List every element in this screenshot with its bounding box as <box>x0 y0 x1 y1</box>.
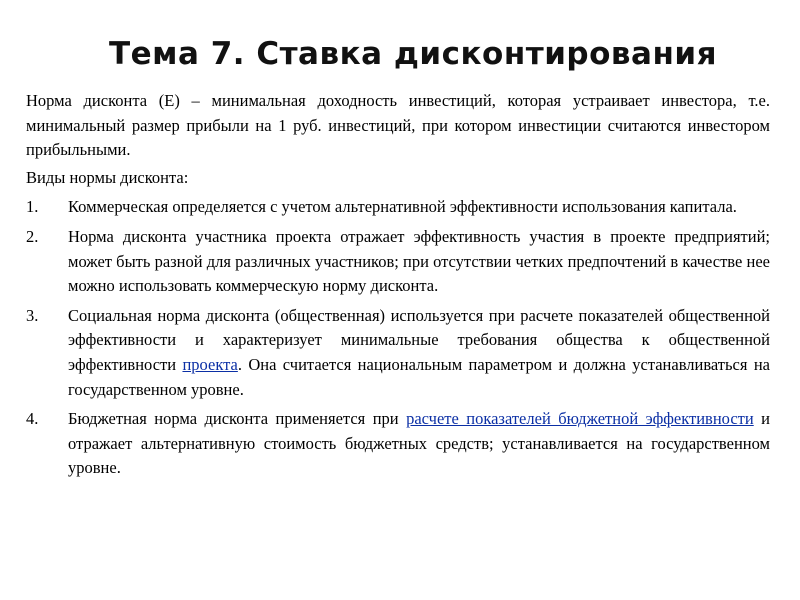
project-link[interactable]: проекта <box>182 354 238 374</box>
slide-body <box>26 89 770 486</box>
list-item-text-before-link: Бюджетная норма дисконта применяется при <box>68 409 407 429</box>
list-item-3 <box>26 304 770 402</box>
list-number: 2. <box>26 226 39 246</box>
list-number: 3. <box>26 305 39 325</box>
list-item-text <box>68 304 770 402</box>
intro-paragraph: Норма дисконта (Е) – минимальная доходность инвестиций, которая устраивает инвестора, т.е. минимальный размер прибыли на 1 руб. инвестиций, при котором инвестиции считаются инвестором прибыльными. <box>26 91 770 160</box>
budget-efficiency-link[interactable]: расчете показателей бюджетной эффективности <box>406 409 754 429</box>
types-heading: Виды нормы дисконта: <box>26 167 189 187</box>
list-item-4 <box>26 407 770 481</box>
list-number: 1. <box>26 197 39 217</box>
list-number: 4. <box>26 409 39 429</box>
list-item-1 <box>26 195 770 220</box>
slide-title: Тема 7. Ставка дисконтирования <box>108 36 717 72</box>
list-item-text <box>68 407 770 481</box>
list-item-text-before-link: Социальная норма дисконта (общественная) используется при расчете показателей общественной эффективности и характеризует минимальные требования общества к общественной эффективности <box>68 305 770 374</box>
list-item-text: Норма дисконта участника проекта отражает эффективность участия в проекте предприятий; может быть разной для различных участников; при отсутствии четких предпочтений в качестве нее можно использовать коммерческую норму дисконта. <box>68 226 770 296</box>
list-item-text: Коммерческая определяется с учетом альтернативной эффективности использования капитала. <box>68 197 737 217</box>
list-item-2 <box>26 225 770 299</box>
list-item-text-after-link: и отражает альтернативную стоимость бюджетных средств; устанавливается на государственном уровне. <box>68 409 770 478</box>
list-item-text-after-link: . Она считается национальным параметром и должна устанавливаться на государственном уровне. <box>68 354 770 399</box>
